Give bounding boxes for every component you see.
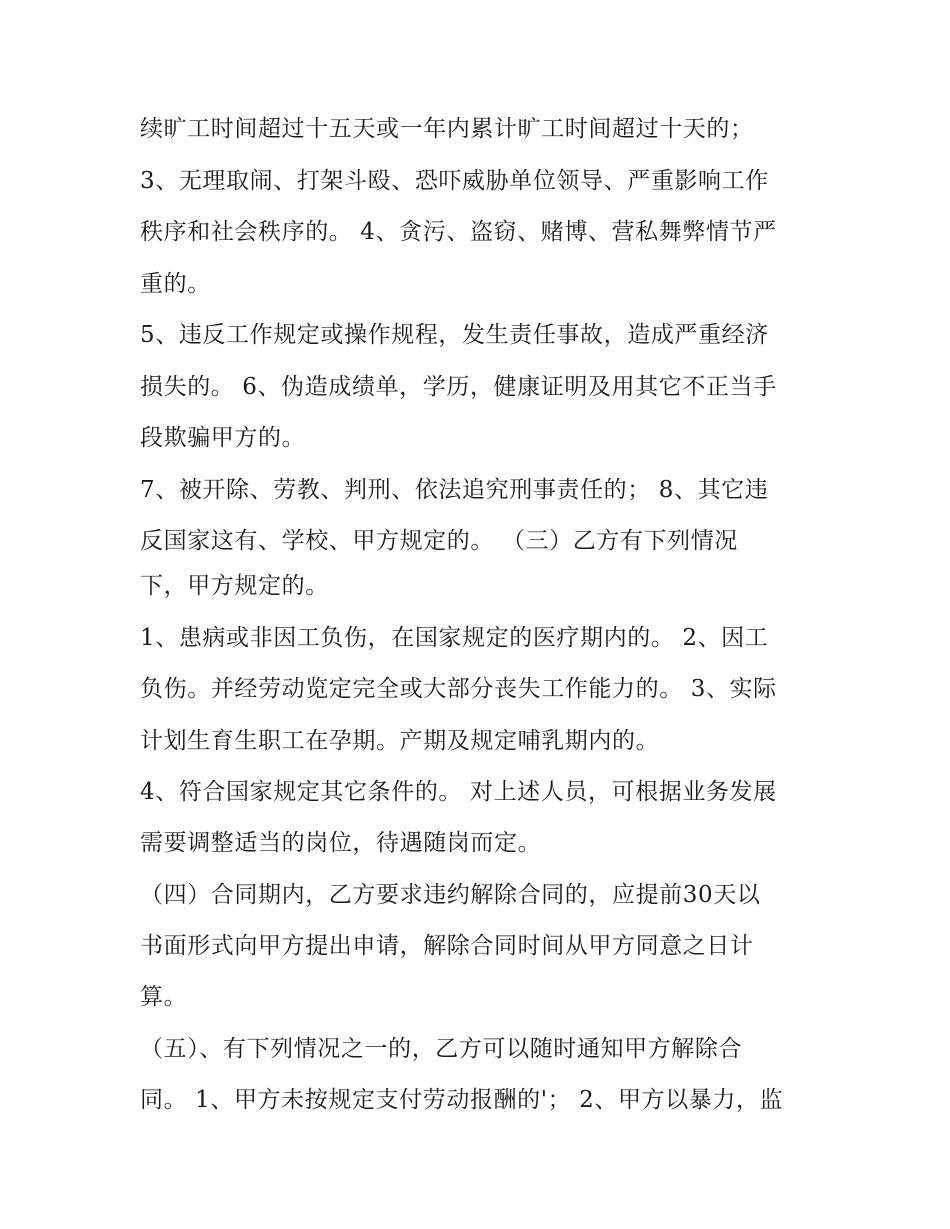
- text-line: （四）合同期内，乙方要求违约解除合同的，应提前30天以: [140, 882, 761, 908]
- text-line: 算。: [140, 984, 188, 1010]
- text-line: 计划生育生职工在孕期。产期及规定哺乳期内的。: [140, 728, 660, 754]
- text-line: 负伤。并经劳动览定完全或大部分丧失工作能力的。 3、实际: [140, 676, 777, 702]
- text-line: 书面形式向甲方提出申请，解除合同时间从甲方同意之日计: [140, 933, 754, 959]
- text-line: 下，甲方规定的。: [140, 573, 329, 599]
- text-line: 同。 1、甲方未按规定支付劳动报酬的'； 2、甲方以暴力，监: [140, 1087, 784, 1113]
- text-line: （五）、有下列情况之一的，乙方可以随时通知甲方解除合: [140, 1036, 743, 1062]
- text-line: 4、符合国家规定其它条件的。 对上述人员，可根据业务发展: [140, 779, 777, 805]
- text-line: 续旷工时间超过十五天或一年内累计旷工时间超过十天的；: [140, 116, 754, 142]
- text-line: 3、无理取闹、打架斗殴、恐吓威胁单位领导、严重影响工作: [140, 168, 769, 194]
- text-line: 重的。: [140, 271, 211, 297]
- text-line: 需要调整适当的岗位，待遇随岗而定。: [140, 830, 542, 856]
- text-line: 段欺骗甲方的。: [140, 425, 306, 451]
- text-line: 7、被开除、劳教、判刑、依法追究刑事责任的； 8、其它违: [140, 477, 769, 503]
- text-line: 秩序和社会秩序的。 4、贪污、盗窃、赌博、营私舞弊情节严: [140, 219, 777, 245]
- text-line: 反国家这有、学校、甲方规定的。 （三）乙方有下列情况: [140, 528, 738, 554]
- text-line: 1、患病或非因工负伤，在国家规定的医疗期内的。 2、因工: [140, 625, 769, 651]
- text-line: 5、违反工作规定或操作规程，发生责任事故，造成严重经济: [140, 322, 769, 348]
- text-line: 损失的。 6、伪造成绩单，学历，健康证明及用其它不正当手: [140, 374, 777, 400]
